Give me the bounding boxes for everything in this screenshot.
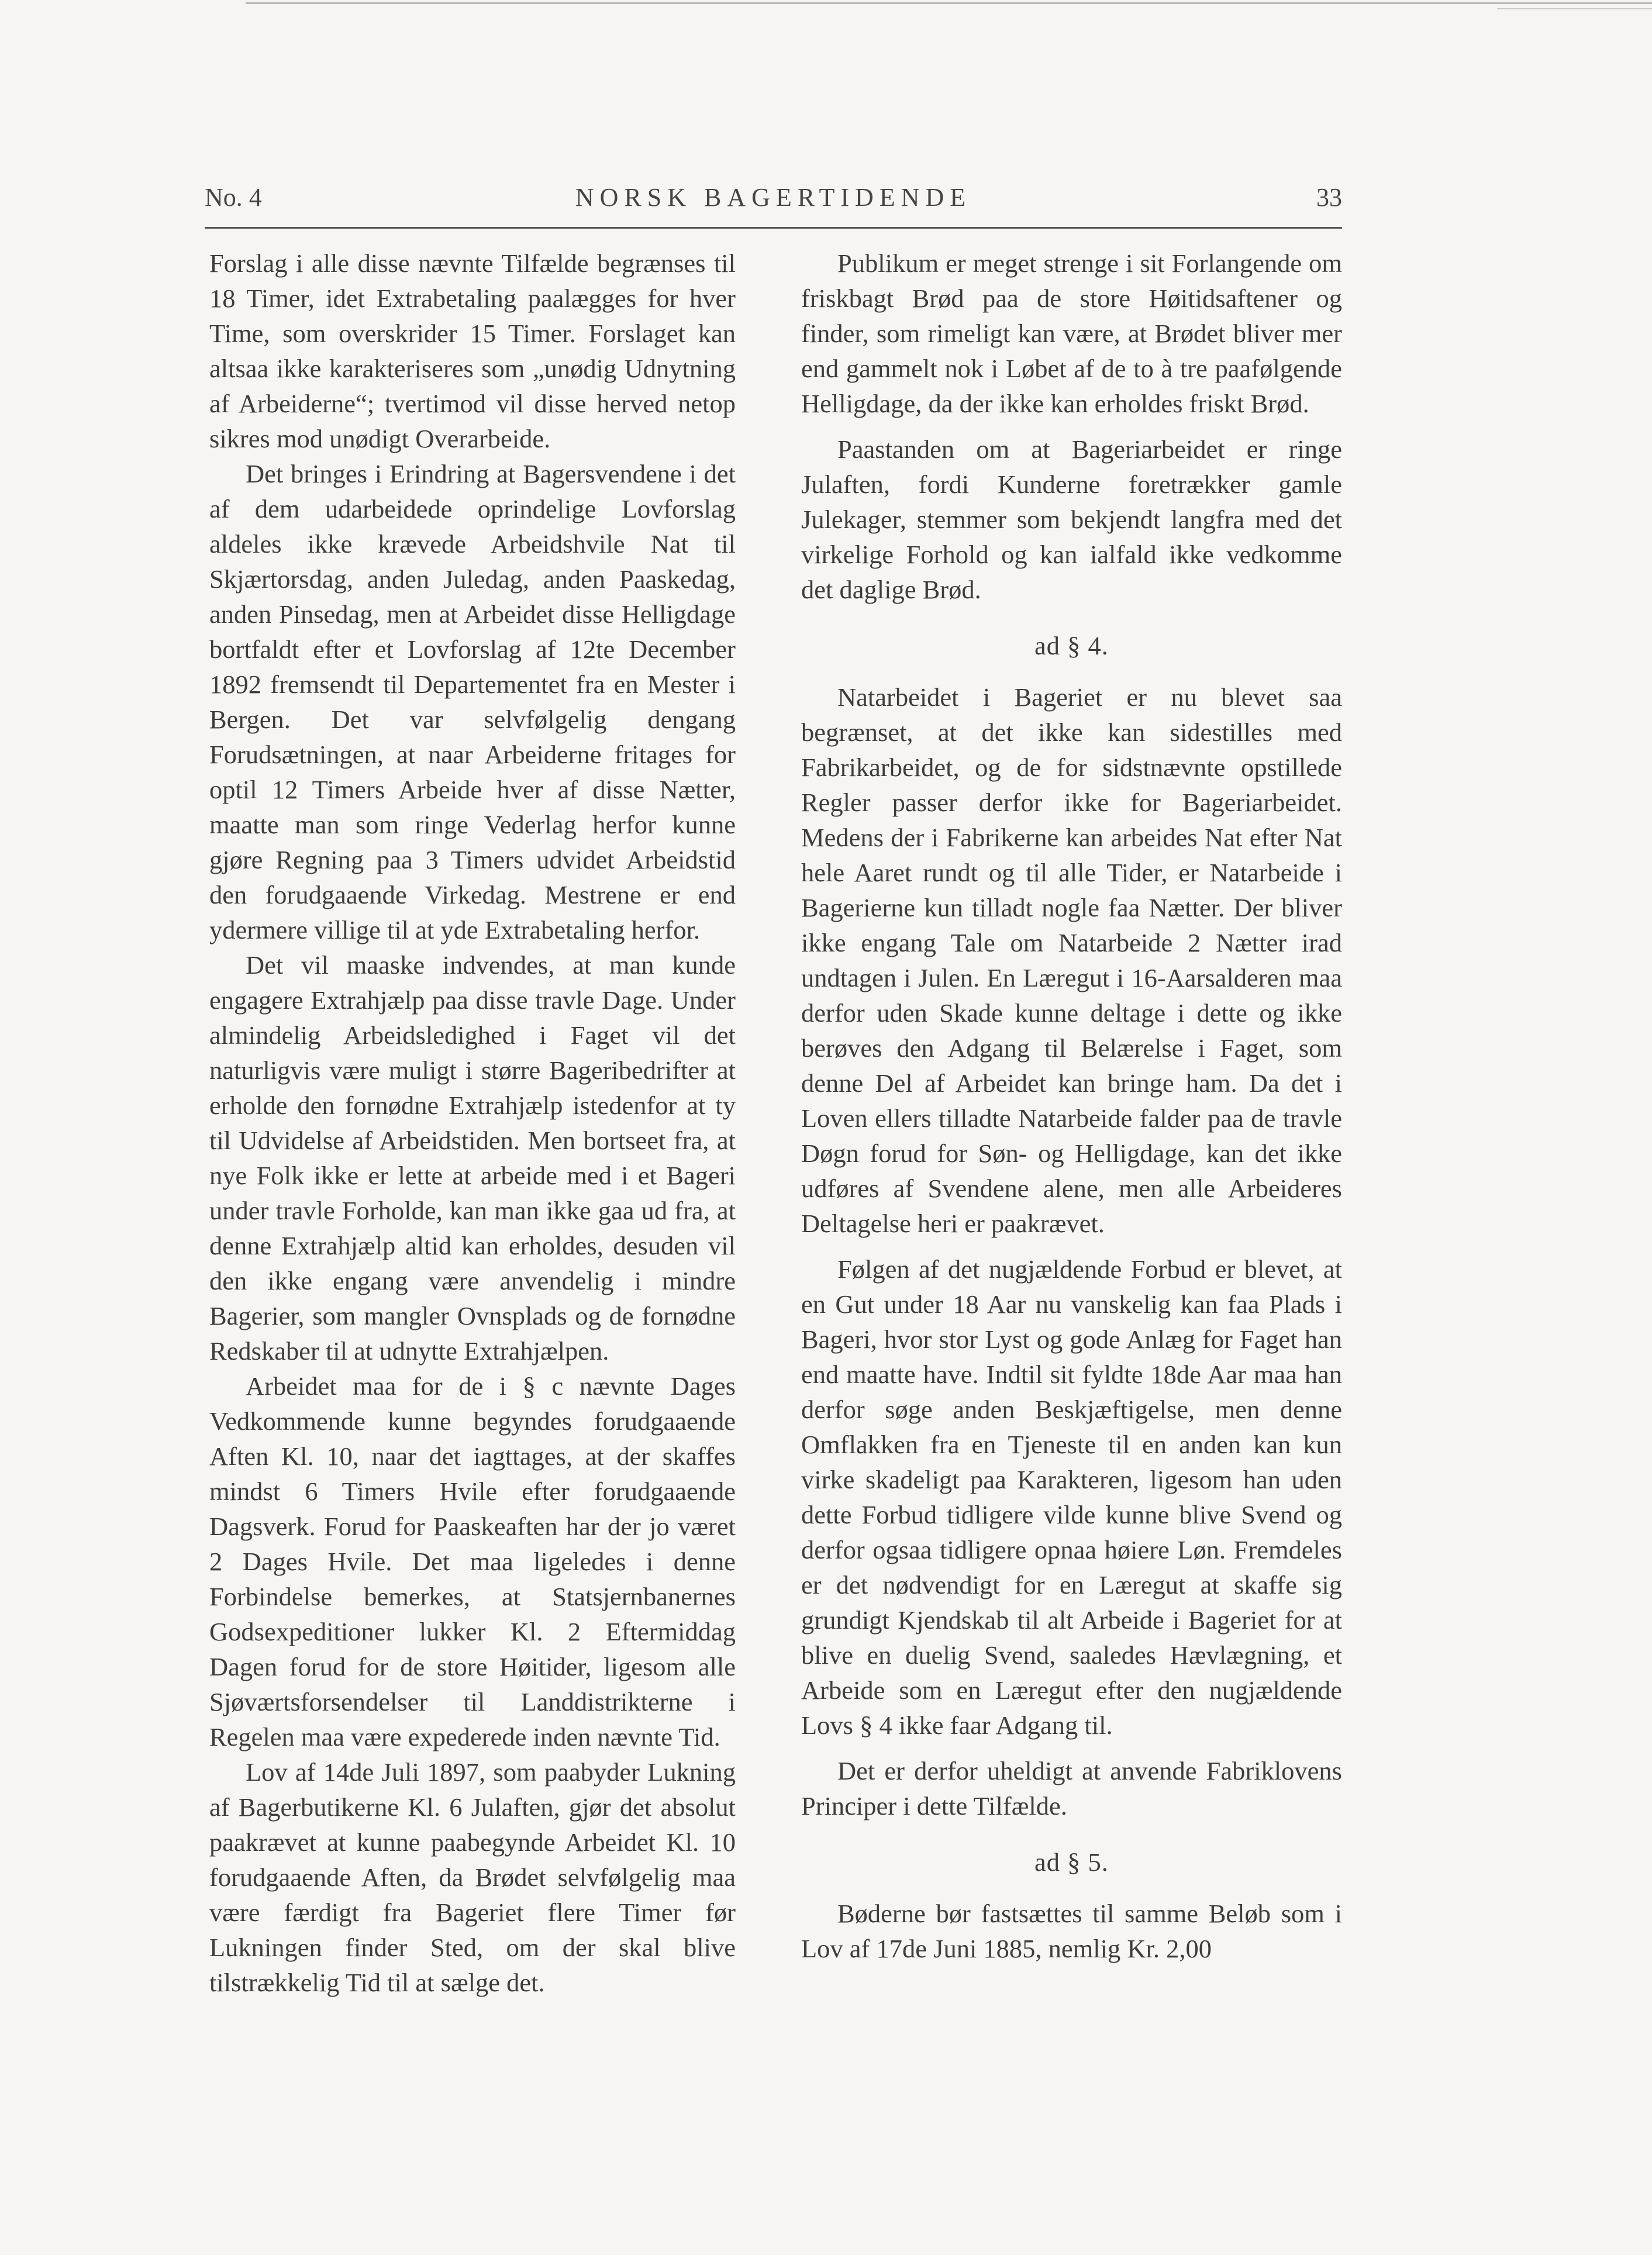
paragraph-spacer [801,1241,1342,1251]
page-number: 33 [1316,183,1342,212]
paragraph: Forslag i alle disse nævnte Tilfælde begrænses til 18 Timer, idet Extrabetaling paalægges for hver Time, som overskrider 15 Timer. Forslaget kan altsaa ikke karakteriseres som „unødig Udnytning af Arbeiderne“; tvertimod vil disse herved netop sikres mod unødigt Overarbeide. [209,249,736,453]
paragraph: Det bringes i Erindring at Bagersvendene i det af dem udarbeidede oprindelige Lovforslag aldeles ikke krævede Arbeidshvile Nat til Skjærtorsdag, anden Juledag, anden Paaskedag, anden Pinsedag, men at Arbeidet disse Helligdage bortfaldt efter et Lovforslag af 12te December 1892 fremsendt til Departementet fra en Mester i Bergen. Det var selvfølgelig dengang Forudsætningen, at naar Arbeiderne fritages for optil 12 Timers Arbeide hver af disse Nætter, maatte man som ringe Vederlag herfor kunne gjøre Regning paa 3 Timers udvidet Arbeidstid den forudgaaende Virkedag. Mestrene er end ydermere villige til at yde Extrabetaling herfor. [209,459,736,944]
paragraph-spacer [801,1743,1342,1753]
page-edge-line [246,2,1652,4]
paragraph: Bøderne bør fastsættes til samme Beløb som i Lov af 17de Juni 1885, nemlig Kr. 2,00 [801,1899,1342,1963]
page-edge-line-secondary [1497,8,1652,9]
paragraph: Publikum er meget strenge i sit Forlangende om friskbagt Brød paa de store Høitidsaftener og finder, som rimeligt kan være, at Brødet bliver mer end gammelt nok i Løbet af de to à tre paafølgende Helligdage, da der ikke kan erholdes friskt Brød. [801,249,1342,418]
section-heading-5: ad § 5. [1034,1847,1109,1877]
paragraph: Det er derfor uheldigt at anvende Fabriklovens Principer i dette Tilfælde. [801,1756,1342,1820]
paragraph: Paastanden om at Bageriarbeidet er ringe Julaften, fordi Kunderne foretrækker gamle Julekager, stemmer som bekjendt langfra med det virkelige Forhold og kan ialfald ikke vedkomme det daglige Brød. [801,435,1342,604]
section-heading-4: ad § 4. [1034,631,1109,660]
header-rule [205,227,1342,229]
paragraph: Natarbeidet i Bageriet er nu blevet saa begrænset, at det ikke kan sidestilles med Fabrikarbeidet, og de for sidstnævnte opstillede Regler passer derfor ikke for Bageriarbeidet. Medens der i Fabrikerne kan arbeides Nat efter Nat hele Aaret rundt og til alle Tider, er Natarbeide i Bagerierne kun tilladt nogle faa Nætter. Der bliver ikke engang Tale om Natarbeide 2 Nætter irad undtagen i Julen. En Læregut i 16-Aarsalderen maa derfor uden Skade kunne deltage i dette og ikke berøves den Adgang til Belærelse i Faget, som denne Del af Arbeidet kan bringe ham. Da det i Loven ellers tilladte Natarbeide falder paa de travle Døgn forud for Søn- og Helligdage, kan det ikke udføres af Svendene alene, men alle Arbeideres Deltagelse heri er paakrævet. [801,682,1342,1238]
publication-title: NORSK BAGERTIDENDE [575,183,972,212]
running-header [205,182,1342,218]
paragraph: Det vil maaske indvendes, at man kunde engagere Extrahjælp paa disse travle Dage. Under almindelig Arbeidsledighed i Faget vil det naturligvis være muligt i større Bageribedrifter at erholde den fornødne Extrahjælp istedenfor at ty til Udvidelse af Arbeidstiden. Men bortseet fra, at nye Folk ikke er lette at arbeide med i et Bageri under travle Forholde, kan man ikke gaa ud fra, at denne Extrahjælp altid kan erholdes, desuden vil den ikke engang være anvendelig i mindre Bagerier, som mangler Ovnsplads og de fornødne Redskaber til at udnytte Extrahjælpen. [209,950,736,1366]
paragraph: Følgen af det nugjældende Forbud er blevet, at en Gut under 18 Aar nu vanskelig kan faa Plads i Bageri, hvor stor Lyst og gode Anlæg for Faget han end maatte have. Indtil sit fyldte 18de Aar maa han derfor søge anden Beskjæftigelse, men denne Omflakken fra en Tjeneste til en anden kan kun virke skadeligt paa Karakteren, ligesom han uden dette Forbud tidligere vilde kunne blive Svend og derfor ogsaa tidligere opnaa høiere Løn. Fremdeles er det nødvendigt for en Læregut at skaffe sig grundigt Kjendskab til alt Arbeide i Bageriet for at blive en duelig Svend, saaledes Hævlægning, et Arbeide som en Læregut efter den nugjældende Lovs § 4 ikke faar Adgang til. [801,1254,1342,1740]
issue-number: No. 4 [205,183,262,212]
left-column [209,246,736,2000]
paragraph: Arbeidet maa for de i § c nævnte Dages Vedkommende kunne begyndes forudgaaende Aften Kl. 10, naar det iagttages, at der skaffes mindst 6 Timers Hvile efter forudgaaende Dagsverk. Forud for Paaskeaften har der jo været 2 Dages Hvile. Det maa ligeledes i denne Forbindelse bemerkes, at Statsjernbanernes Godsexpeditioner lukker Kl. 2 Eftermiddag Dagen forud for de store Høitider, ligesom alle Sjøværtsforsendelser til Landdistrikterne i Regelen maa være expederede inden nævnte Tid. [209,1371,736,1751]
paragraph: Lov af 14de Juli 1897, som paabyder Lukning af Bagerbutikerne Kl. 6 Julaften, gjør det absolut paakrævet at kunne paabegynde Arbeidet Kl. 10 forudgaaende Aften, da Brødet selvfølgelig maa være færdigt fra Bageriet flere Timer før Lukningen finder Sted, om der skal blive tilstrækkelig Tid til at sælge det. [209,1757,736,1997]
paragraph-spacer [801,421,1342,432]
right-column [801,246,1342,1966]
